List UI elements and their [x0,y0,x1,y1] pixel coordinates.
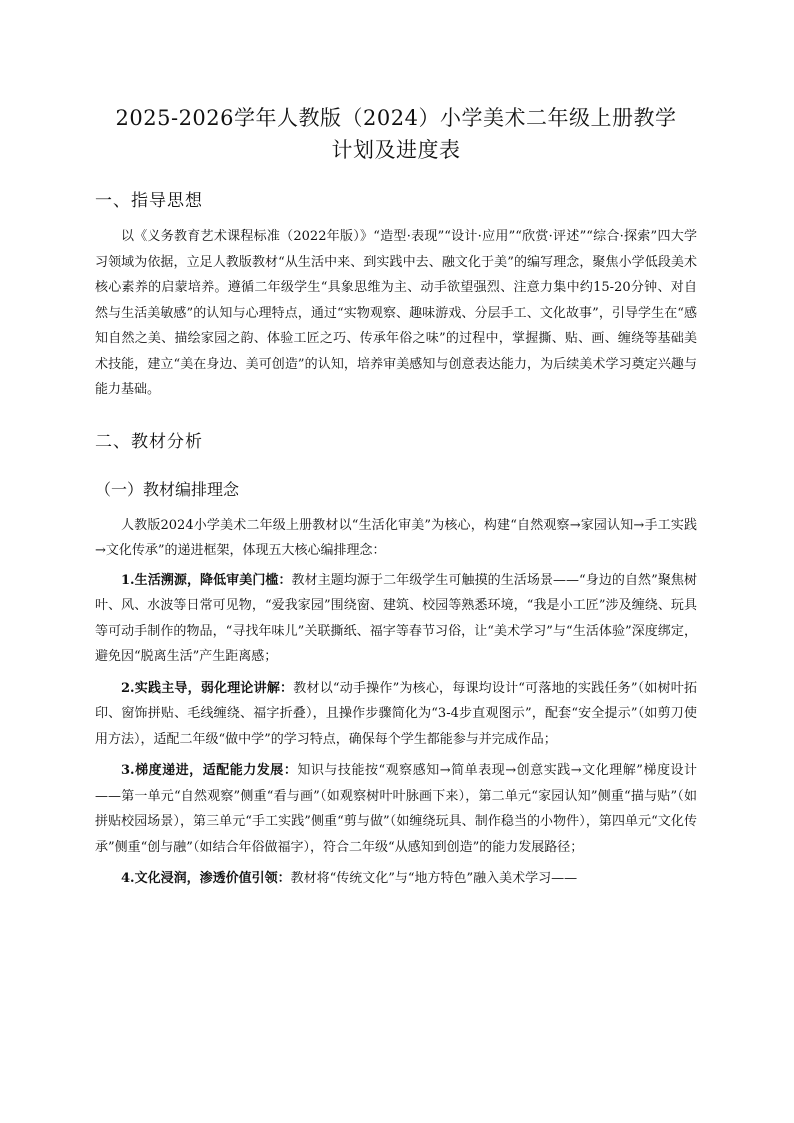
subsection-heading-compilation-concept: （一）教材编排理念 [95,479,240,499]
concept-item-3-text: 知识与技能按“观察感知→简单表现→创意实践→文化理解”梯度设计——第一单元“自然观察”侧重“看与画”（如观察树叶叶脉画下来），第二单元“家园认知”侧重“描与贴”（如拼贴校园场景），第三单元“手工实践”侧重“剪与做”（如缠绕玩具、制作稳当的小物件），第四单元“文化传承”侧重“创与融”（如结合年俗做福字），符合二年级“从感知到创造”的能力发展路径； [95,763,697,855]
compilation-intro-paragraph: 人教版2024小学美术二年级上册教材以“生活化审美”为核心，构建“自然观察→家园认知→手工实践→文化传承”的递进框架，体现五大核心编排理念： [95,517,697,558]
concept-item-1-lead: 1.生活溯源，降低审美门槛： [121,572,292,588]
title-line-1: 2025-2026学年人教版（2024）小学美术二年级上册教学 [115,106,677,130]
concept-item-1-text: 教材主题均源于二年级学生可触摸的生活场景——“身边的自然”聚焦树叶、风、水波等日常可见物，“爱我家园”围绕窗、建筑、校园等熟悉环境，“我是小工匠”涉及缠绕、玩具等可动手制作的物品，“寻找年味儿”关联撕纸、福字等春节习俗，让“美术学习”与“生活体验”深度绑定，避免因“脱离生活”产生距离感； [95,572,697,664]
section-heading-guiding-thought: 一、指导思想 [95,191,203,211]
concept-item-1 [95,568,697,670]
concept-item-2-text: 教材以“动手操作”为核心，每课均设计“可落地的实践任务”（如树叶拓印、窗饰拼贴、毛线缠绕、福字折叠），且操作步骤简化为“3-4步直观图示”，配套“安全提示”（如剪刀使用方法），适配二年级“做中学”的学习特点，确保每个学生都能参与并完成作品； [95,680,697,747]
concept-item-4 [95,866,697,892]
concept-item-4-lead: 4.文化浸润，渗透价值引领： [121,871,291,886]
concept-item-3-lead: 3.梯度递进，适配能力发展： [121,763,298,778]
concept-item-3 [95,758,697,860]
title-line-2: 计划及进度表 [331,138,461,162]
concept-item-2 [95,676,697,753]
section-heading-textbook-analysis: 二、教材分析 [95,431,203,452]
guiding-thought-paragraph: 以《义务教育艺术课程标准（2022年版）》“造型·表现”“设计·应用”“欣赏·评述”“综合·探索”四大学习领域为依据，立足人教版教材“从生活中来、到实践中去、融文化于美”的编写理念，聚焦小学低段美术核心素养的启蒙培养。遵循二年级学生“具象思维为主、动手欲望强烈、注意力集中约15-20分钟、对自然与生活美敏感”的认知与心理特点，通过“实物观察、趣味游戏、分层手工、文化故事”，引导学生在“感知自然之美、描绘家园之韵、体验工匠之巧、传承年俗之味”的过程中，掌握撕、贴、画、缠绕等基础美术技能，建立“美在身边、美可创造”的认知，培养审美感知与创意表达能力，为后续美术学习奠定兴趣与能力基础。 [95,229,697,397]
concept-item-2-lead: 2.实践主导，弱化理论讲解： [121,680,294,696]
document-page [95,102,697,892]
concept-item-4-text: 教材将“传统文化”与“地方特色”融入美术学习—— [290,871,578,886]
document-title [95,102,697,166]
